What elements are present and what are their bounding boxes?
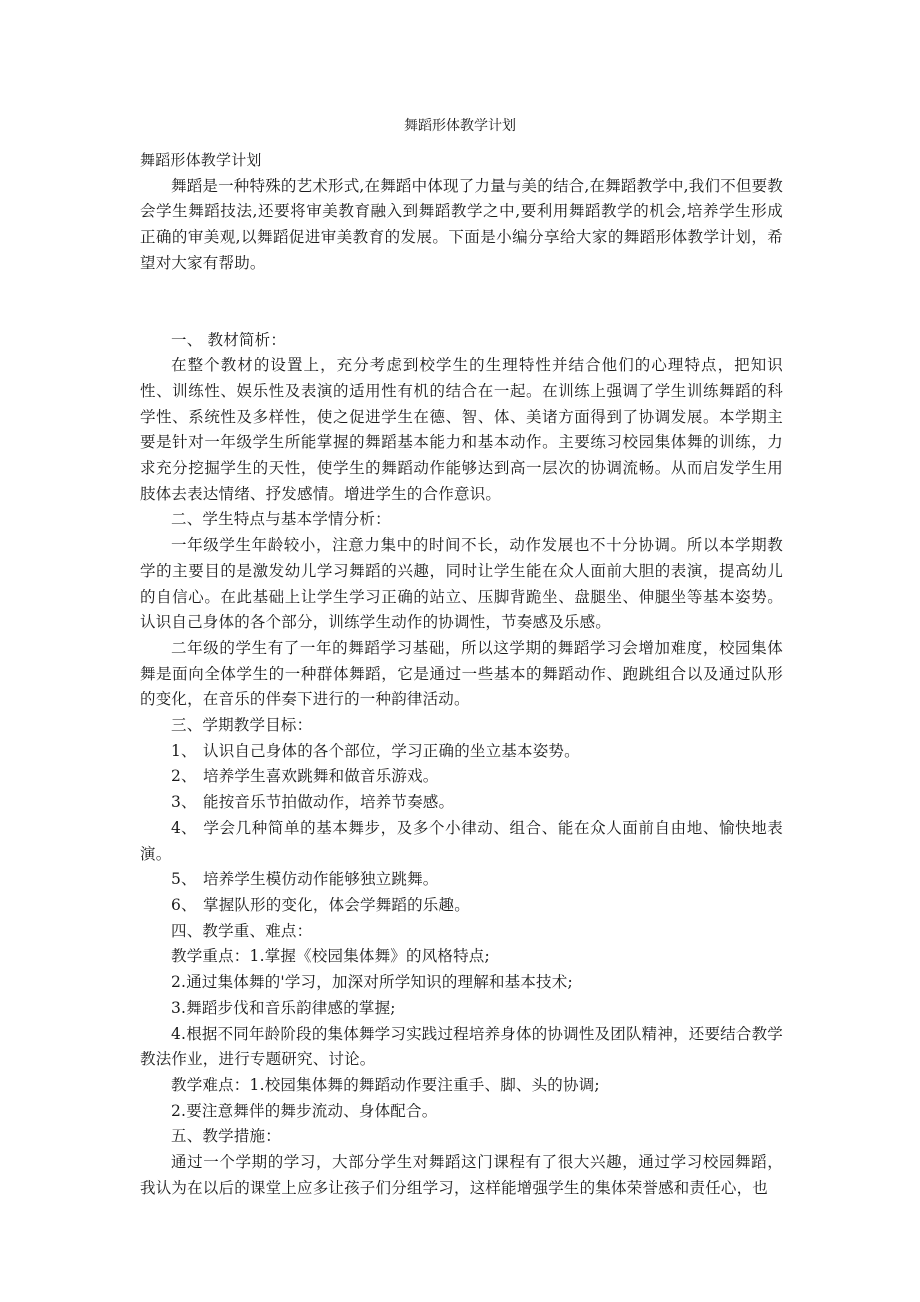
section1-heading: 一、 教材简析：: [171, 330, 287, 349]
section5-heading: 五、教学措施：: [171, 1127, 281, 1146]
section2-paragraph-2: 二年级的学生有了一年的舞蹈学习基础，所以这学期的舞蹈学习会增加难度，校园集体舞是面向全体学生的一种群体舞蹈，它是通过一些基本的舞蹈动作、跑跳组合以及通过队形的变化，在音乐的伴奏下进行的一种韵律活动。: [140, 638, 783, 709]
goal-item-2: 2、 培养学生喜欢跳舞和做音乐游戏。: [171, 767, 439, 786]
key-point-2: 2.通过集体舞的'学习，加深对所学知识的理解和基本技术;: [171, 973, 573, 992]
difficulty-1: 教学难点：1.校园集体舞的舞蹈动作要注重手、脚、头的协调;: [171, 1075, 600, 1094]
intro-paragraph: 舞蹈是一种特殊的艺术形式,在舞蹈中体现了力量与美的结合,在舞蹈教学中,我们不但要教会学生舞蹈技法,还要将审美教育融入到舞蹈教学之中,要利用舞蹈教学的机会,培养学生形成正确的审美观,以舞蹈促进审美教育的发展。下面是小编分享给大家的舞蹈形体教学计划，希望对大家有帮助。: [140, 176, 783, 272]
goal-item-4: 4、 学会几种简单的基本舞步，及多个小律动、组合、能在众人面前自由地、愉快地表演。: [140, 818, 783, 863]
blank-space: [140, 277, 783, 328]
section1-paragraph: 在整个教材的设置上，充分考虑到校学生的生理特性并结合他们的心理特点，把知识性、训练性、娱乐性及表演的适用性有机的结合在一起。在训练上强调了学生训练舞蹈的科学性、系统性及多样性，使之促进学生在德、智、体、美诸方面得到了协调发展。本学期主要是针对一年级学生所能掌握的舞蹈基本能力和基本动作。主要练习校园集体舞的训练，力求充分挖掘学生的天性，使学生的舞蹈动作能够达到高一层次的协调流畅。从而启发学生用肢体去表达情绪、抒发感情。增进学生的合作意识。: [140, 356, 783, 503]
section3-heading: 三、学期教学目标：: [171, 716, 313, 735]
document-subtitle: 舞蹈形体教学计划: [140, 151, 262, 169]
goal-item-3: 3、 能按音乐节拍做动作，培养节奏感。: [171, 793, 455, 812]
document-title: 舞蹈形体教学计划: [404, 118, 516, 134]
section2-paragraph-1: 一年级学生年龄较小，注意力集中的时间不长，动作发展也不十分协调。所以本学期教学的主要目的是激发幼儿学习舞蹈的兴趣，同时让学生能在众人面前大胆的表演，提高幼儿的自信心。在此基础上让学生学习正确的站立、压脚背跪坐、盘腿坐、伸腿坐等基本姿势。认识自己身体的各个部分，训练学生动作的协调性，节奏感及乐感。: [140, 536, 783, 632]
section4-heading: 四、教学重、难点：: [171, 921, 313, 940]
section5-paragraph: 通过一个学期的学习，大部分学生对舞蹈这门课程有了很大兴趣，通过学习校园舞蹈，我认为在以后的课堂上应多让孩子们分组学习，这样能增强学生的集体荣誉感和责任心，也: [140, 1153, 783, 1197]
key-point-4: 4.根据不同年龄阶段的集体舞学习实践过程培养身体的协调性及团队精神，还要结合教学教法作业，进行专题研究、讨论。: [140, 1024, 783, 1069]
goal-item-1: 1、 认识自己身体的各个部位，学习正确的坐立基本姿势。: [171, 741, 580, 760]
difficulty-2: 2.要注意舞伴的舞步流动、身体配合。: [171, 1101, 438, 1120]
key-point-1: 教学重点：1.掌握《校园集体舞》的风格特点;: [171, 947, 490, 966]
key-point-3: 3.舞蹈步伐和音乐韵律感的掌握;: [171, 998, 396, 1017]
document-body: [140, 148, 783, 1201]
goal-item-5: 5、 培养学生模仿动作能够独立跳舞。: [171, 870, 439, 889]
section2-heading: 二、学生特点与基本学情分析：: [171, 510, 391, 529]
goal-item-6: 6、 掌握队形的变化，体会学舞蹈的乐趣。: [171, 895, 470, 914]
